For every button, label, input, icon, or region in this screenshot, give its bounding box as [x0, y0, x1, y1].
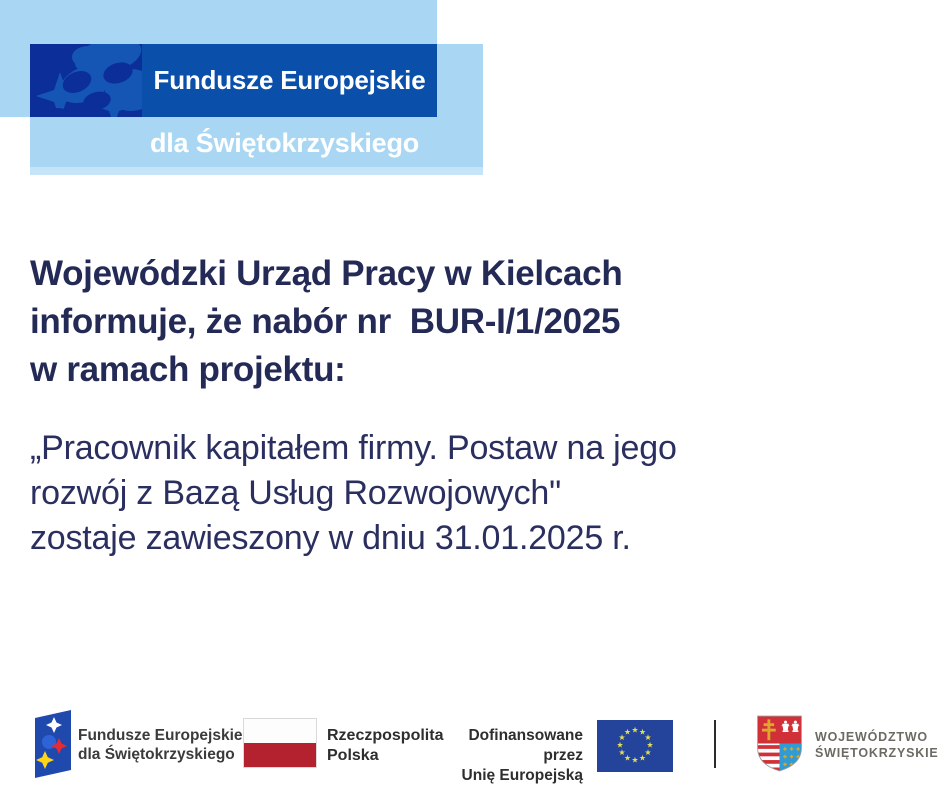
eu-funding-label-line1: Dofinansowane przez: [468, 727, 583, 764]
poland-label-line1: Rzeczpospolita: [327, 727, 444, 744]
poland-flag-white-stripe: [244, 719, 316, 743]
fe-flag-logo-icon: [35, 710, 71, 778]
region-name: dla Świętokrzyskiego: [149, 127, 420, 158]
program-name: Fundusze Europejskie: [153, 65, 426, 95]
voivodeship-label-line1: WOJEWÓDZTWO: [815, 730, 928, 744]
fe-stars-motif-icon: [30, 44, 142, 117]
divider: [714, 720, 716, 768]
body-line: rozwój z Bazą Usług Rozwojowych": [30, 474, 561, 512]
announcement-body: [30, 426, 677, 561]
program-name-banner: [142, 44, 437, 117]
voivodeship-label-line2: ŚWIĘTOKRZYSKIE: [815, 745, 939, 760]
fe-logo-label-line2: dla Świętokrzyskiego: [78, 746, 235, 763]
fe-logo-label-line1: Fundusze Europejskie: [78, 727, 243, 744]
poland-label: [327, 726, 443, 766]
announcement-heading: [30, 250, 622, 394]
heading-line: Wojewódzki Urząd Pracy w Kielcach: [30, 254, 623, 293]
fe-logo-label: [78, 726, 243, 764]
region-name-banner: [137, 117, 432, 169]
eu-funding-label: [433, 726, 583, 786]
poland-flag-red-stripe: [244, 743, 316, 767]
heading-line: informuje, że nabór nr BUR-I/1/2025: [30, 302, 621, 341]
poland-label-line2: Polska: [327, 747, 379, 764]
body-line: zostaje zawieszony w dniu 31.01.2025 r.: [30, 519, 631, 557]
heading-line: w ramach projektu:: [30, 350, 346, 389]
eu-flag-icon: [597, 720, 673, 772]
swietokrzyskie-coat-of-arms-icon: [756, 715, 803, 772]
eu-funding-label-line2: Unię Europejską: [461, 767, 583, 784]
poland-flag-icon: [243, 718, 317, 768]
body-line: „Pracownik kapitałem firmy. Postaw na jego: [30, 429, 677, 467]
voivodeship-label: [815, 730, 938, 761]
